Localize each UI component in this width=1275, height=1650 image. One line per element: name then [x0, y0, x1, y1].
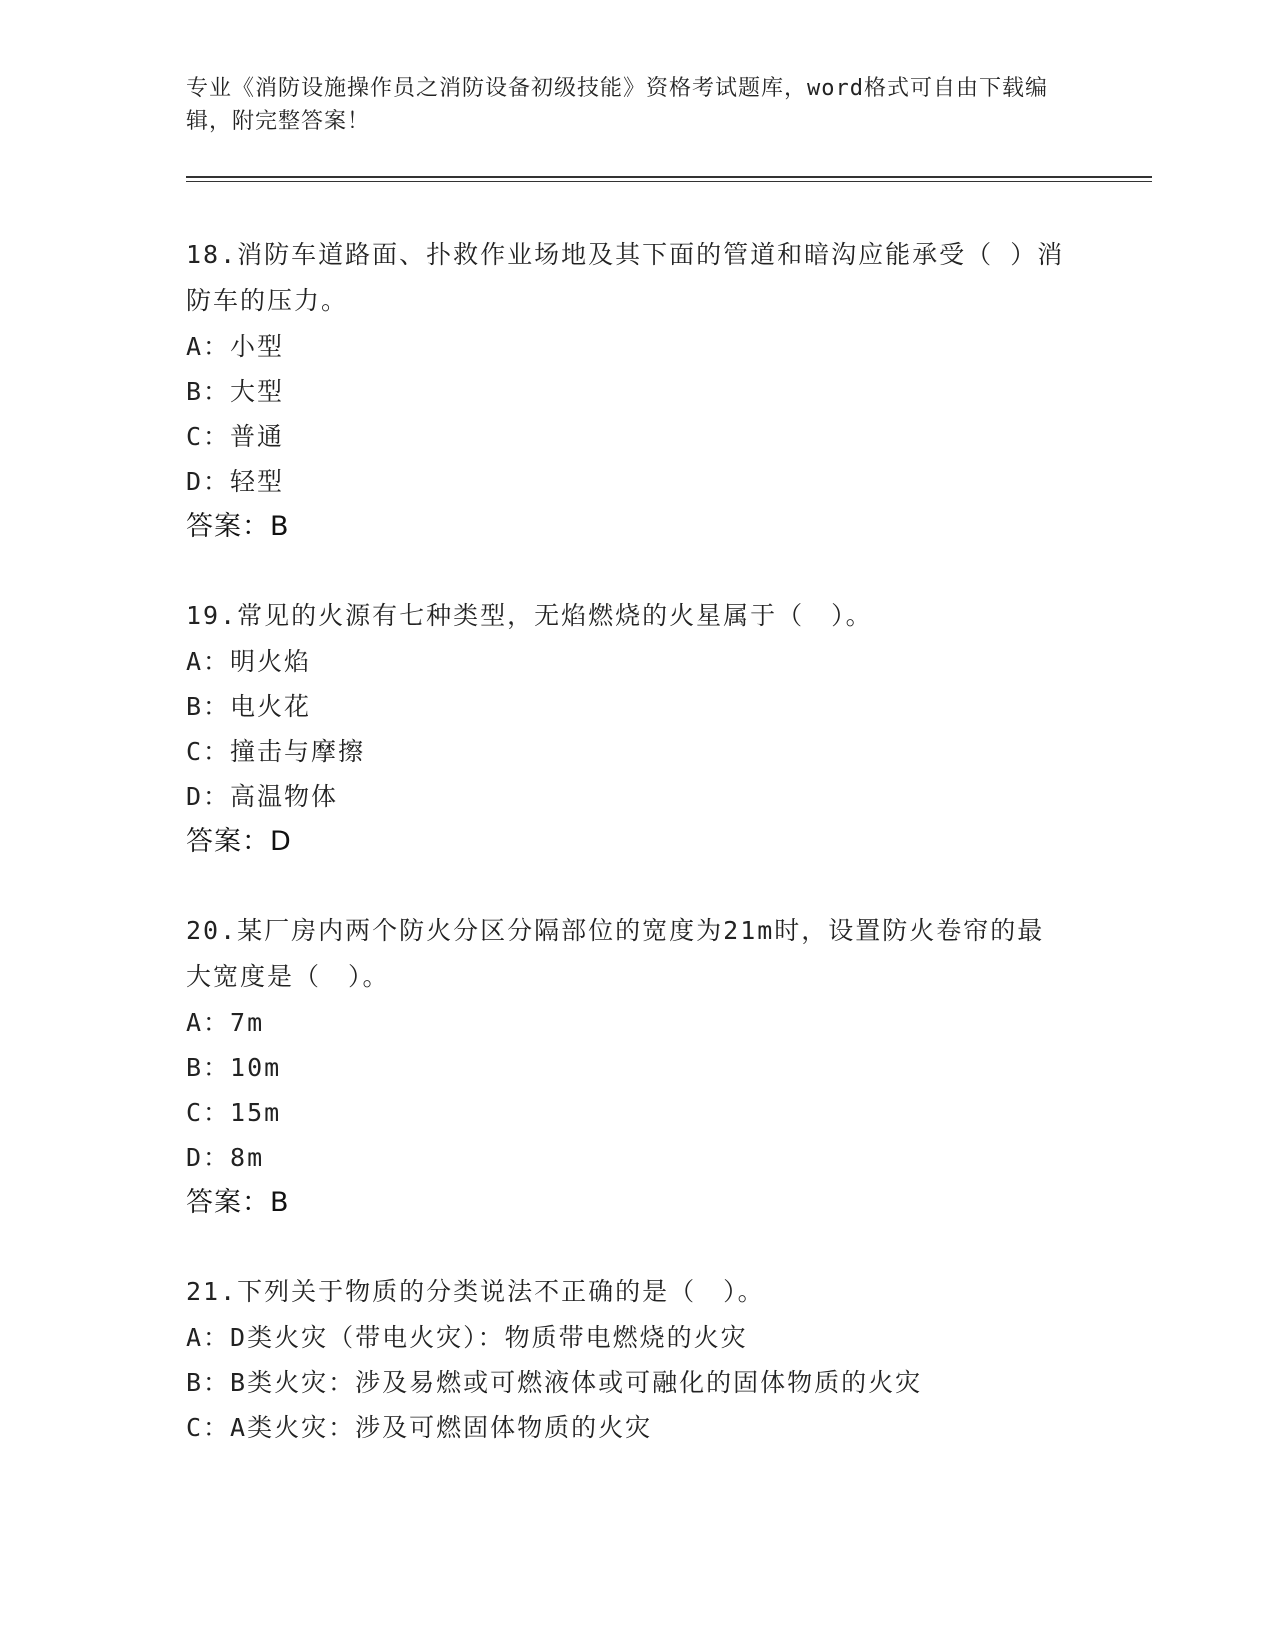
answer-line: 答案：D	[186, 826, 292, 857]
option-b: B：电火花	[186, 692, 312, 721]
option-d: D：轻型	[186, 467, 285, 496]
option-b: B：10m	[186, 1053, 282, 1082]
option-c: C：撞击与摩擦	[186, 737, 366, 766]
document-page	[186, 0, 1152, 1650]
header-divider	[186, 176, 1152, 182]
option-a: A：明火焰	[186, 647, 312, 676]
option-c: C：普通	[186, 422, 285, 451]
page-header: 专业《消防设施操作员之消防设备初级技能》资格考试题库，word格式可自由下载编辑，附完整答案！	[186, 76, 1048, 134]
question-21	[186, 1269, 1152, 1450]
question-list	[186, 232, 1152, 1494]
question-18	[186, 232, 1152, 549]
question-20	[186, 908, 1152, 1225]
option-c: C：A类火灾：涉及可燃固体物质的火灾	[186, 1413, 653, 1442]
question-stem: 21.下列关于物质的分类说法不正确的是（ ）。	[186, 1277, 765, 1306]
option-b: B：B类火灾：涉及易燃或可燃液体或可融化的固体物质的火灾	[186, 1368, 923, 1397]
question-stem: 18.消防车道路面、扑救作业场地及其下面的管道和暗沟应能承受（ ）消防车的压力。	[186, 240, 1065, 315]
answer-line: 答案：B	[186, 1187, 290, 1218]
question-stem: 20.某厂房内两个防火分区分隔部位的宽度为21m时，设置防火卷帘的最大宽度是（ ）。	[186, 916, 1045, 991]
option-d: D：高温物体	[186, 782, 339, 811]
question-stem: 19.常见的火源有七种类型，无焰燃烧的火星属于（ ）。	[186, 601, 873, 630]
option-a: A：D类火灾（带电火灾）：物质带电燃烧的火灾	[186, 1323, 748, 1352]
answer-line: 答案：B	[186, 511, 290, 542]
option-c: C：15m	[186, 1098, 282, 1127]
option-a: A：小型	[186, 332, 285, 361]
option-b: B：大型	[186, 377, 285, 406]
option-a: A：7m	[186, 1008, 265, 1037]
question-19	[186, 593, 1152, 864]
option-d: D：8m	[186, 1143, 265, 1172]
